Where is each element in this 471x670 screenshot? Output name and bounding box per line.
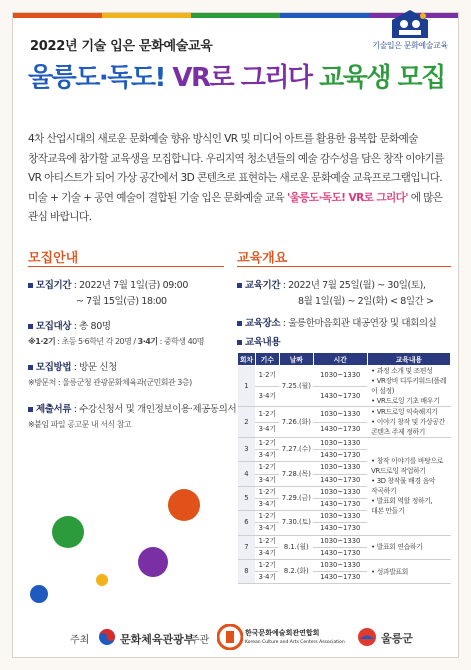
recruit-docs — [28, 401, 236, 415]
intro-highlight: '울릉도·독도! VR로 그리다' — [286, 191, 408, 204]
schedule-cell-gi: 1·2기 — [255, 366, 279, 387]
schedule-cell-gi: 1·2기 — [255, 407, 279, 423]
bullet-square-icon — [237, 321, 242, 326]
host-name — [120, 631, 194, 647]
edu-place-label: 교육장소 — [245, 318, 281, 329]
schedule-cell-time: 1430~1730 — [313, 523, 367, 535]
headline-part-a: 울릉도·독도! — [28, 63, 165, 93]
kaccc-name-text: 한국문화예술회관연합회 — [245, 629, 320, 637]
table-row — [238, 535, 451, 547]
schedule-cell-gi: 1·2기 — [255, 462, 279, 474]
bullet-square-icon — [28, 365, 33, 370]
target-note-d: : 중학생 40명 — [157, 337, 204, 346]
schedule-cell-no: 1 — [238, 366, 256, 407]
decor-dot-blue — [30, 585, 48, 603]
schedule-cell-date: 7.30.(토) — [279, 511, 313, 535]
logo-text: 기술입은 문화예술교육 — [372, 41, 448, 50]
poster-headline — [28, 57, 445, 94]
recruit-method-label: 모집방법 — [36, 362, 72, 373]
recruit-target-label: 모집대상 — [36, 321, 72, 332]
table-row — [238, 366, 451, 387]
kaccc-english-name: Korean Culture and Arts Centers Association — [245, 640, 345, 645]
recruit-method-value: : 방문 신청 — [71, 362, 117, 373]
recruit-docs-value: : 수강신청서 및 개인정보이용·제공동의서 — [71, 404, 237, 415]
edu-period — [237, 277, 426, 291]
schedule-body — [238, 366, 451, 584]
schedule-header-cell: 시간 — [313, 353, 367, 366]
schedule-cell-no: 4 — [238, 462, 256, 486]
recruit-divider — [28, 266, 224, 267]
schedule-cell-time: 1030~1330 — [313, 462, 367, 474]
bullet-square-icon — [237, 340, 242, 345]
schedule-cell-time: 1430~1730 — [313, 422, 367, 438]
schedule-cell-gi: 3·4기 — [255, 547, 279, 559]
schedule-cell-time: 1030~1330 — [313, 366, 367, 387]
schedule-header-cell: 회차 — [238, 353, 256, 366]
schedule-cell-date: 7.28.(목) — [279, 462, 313, 486]
host-name-text: 문화체육관광부 — [120, 633, 195, 646]
schedule-cell-time: 1030~1330 — [313, 511, 367, 523]
schedule-cell-content: • 과정 소개 및 조편성 • VR장비 디투키워드(플레이 설정) • VR드로잉 기초 배우기 — [367, 366, 450, 407]
schedule-cell-gi: 3·4기 — [255, 450, 279, 462]
recruit-period — [28, 277, 188, 291]
schedule-cell-no: 2 — [238, 407, 256, 438]
decor-dot-orange — [168, 489, 200, 521]
edu-period-1: : 2022년 7월 25일(월) ~ 30일(토), — [280, 280, 426, 291]
schedule-cell-gi: 3·4기 — [255, 498, 279, 510]
edu-title: 교육개요 — [237, 251, 288, 266]
bullet-square-icon — [237, 283, 242, 288]
recruit-target-note — [28, 336, 204, 347]
recruit-target — [28, 318, 111, 332]
schedule-cell-gi: 3·4기 — [255, 386, 279, 407]
schedule-cell-gi: 3·4기 — [255, 523, 279, 535]
schedule-cell-time: 1430~1730 — [313, 386, 367, 407]
organizer-label: 주관 — [190, 635, 210, 646]
schedule-cell-time: 1030~1330 — [313, 535, 367, 547]
intro-text-1: 4차 산업시대의 새로운 문화예술 향유 방식인 VR 및 미디어 아트를 활용한 융복합 문화예술 창작교육에 참가할 교육생을 모집합니다. 우리지역 청소년들의 예술 감수성을 담은 창작 이야기를 VR 아티스트가 되어 가상 공간에서 3D 콘텐츠로 표현하는 새로운 문화예술 교육프로그램입니다. 미술 + 기술 + 공연 예술이 결합된 기술 입은 문화예술 교육 — [28, 133, 444, 204]
recruit-method-note: ※방문처 : 울릉군청 관광문화체육과(군민회관 3층) — [28, 378, 192, 387]
bullet-square-icon — [28, 324, 33, 329]
intro-paragraph — [28, 130, 446, 228]
edu-place — [237, 315, 436, 329]
schedule-cell-content: • 창작 이야기를 바탕으로 VR드로잉 작업하기 • 3D 창작물 배경 음악 작곡하기 • 발표회 역할 정하기, 대본 만들기 — [367, 438, 450, 536]
schedule-header-row — [238, 353, 451, 366]
schedule-cell-time: 1430~1730 — [313, 498, 367, 510]
table-row — [238, 438, 451, 450]
edu-period-2: 8월 1일(월) ~ 2일(화) < 8일간 > — [298, 296, 434, 307]
schedule-cell-time: 1430~1730 — [313, 474, 367, 486]
recruit-period-label: 모집기간 — [36, 280, 72, 291]
table-row — [238, 559, 451, 571]
schedule-cell-time: 1030~1330 — [313, 438, 367, 450]
schedule-header-cell: 기수 — [255, 353, 279, 366]
schedule-cell-gi: 3·4기 — [255, 572, 279, 584]
ulleung-logo-icon — [357, 627, 377, 647]
schedule-cell-no: 6 — [238, 511, 256, 535]
schedule-cell-time: 1030~1330 — [313, 486, 367, 498]
schedule-cell-gi: 1·2기 — [255, 535, 279, 547]
bullet-square-icon — [28, 283, 33, 288]
schedule-cell-content: • 성과발표회 — [367, 559, 450, 583]
schedule-cell-time: 1430~1730 — [313, 572, 367, 584]
decor-dot-purple — [138, 547, 168, 577]
schedule-header-cell: 날짜 — [279, 353, 313, 366]
headline-part-c: 교육생 모집 — [319, 63, 445, 93]
host-label: 주최 — [70, 635, 90, 646]
schedule-cell-content: • 발표회 연습하기 — [367, 535, 450, 559]
recruit-docs-label: 제출서류 — [36, 404, 72, 415]
schedule-cell-gi: 3·4기 — [255, 422, 279, 438]
edu-content-heading — [237, 334, 280, 348]
recruit-method — [28, 359, 117, 373]
decor-dot-yellow — [96, 574, 108, 586]
schedule-cell-no: 5 — [238, 486, 256, 510]
table-row — [238, 407, 451, 423]
schedule-header-cell: 교육내용 — [367, 353, 450, 366]
schedule-cell-gi: 1·2기 — [255, 486, 279, 498]
schedule-cell-date: 7.29.(금) — [279, 486, 313, 510]
schedule-cell-no: 8 — [238, 559, 256, 583]
recruit-period-2: ~ 7월 15일(금) 18:00 — [76, 296, 167, 307]
headline-part-b: VR로 그리다 — [172, 63, 312, 93]
recruit-target-value: : 총 80명 — [71, 321, 111, 332]
kaccc-logo-icon — [217, 624, 243, 650]
decor-dot-green — [52, 516, 84, 548]
edu-divider — [237, 266, 451, 267]
schedule-cell-content: • VR드로잉 익숙해지기 • 이야기 창작 및 가상공간 콘텐츠 주제 정하기 — [367, 407, 450, 438]
schedule-cell-date: 7.27.(수) — [279, 438, 313, 462]
intro-text-2: 에 많은 관심 바랍니다. — [28, 191, 443, 223]
edu-place-value: : 울릉한마음회관 대공연장 및 대회의실 — [280, 318, 437, 329]
schedule-cell-time: 1030~1330 — [313, 559, 367, 571]
edu-period-label: 교육기간 — [245, 280, 281, 291]
target-note-a: ※1·2기 — [28, 337, 56, 346]
schedule-cell-gi: 1·2기 — [255, 438, 279, 450]
schedule-cell-time: 1030~1330 — [313, 407, 367, 423]
target-note-c: 3·4기 — [137, 337, 158, 346]
schedule-cell-no: 3 — [238, 438, 256, 462]
schedule-cell-date: 8.1.(월) — [279, 535, 313, 559]
recruit-docs-note: ※붙임 파일 공고문 내 서식 참고 — [28, 420, 132, 429]
schedule-cell-gi: 1·2기 — [255, 559, 279, 571]
recruit-title: 모집안내 — [28, 251, 79, 266]
kaccc-name — [245, 629, 345, 647]
county-name — [381, 630, 413, 646]
logo-mark-icon — [390, 8, 430, 40]
program-logo — [364, 8, 456, 56]
schedule-cell-gi: 3·4기 — [255, 474, 279, 486]
schedule-cell-date: 7.26.(화) — [279, 407, 313, 438]
edu-content-label: 교육내용 — [245, 337, 281, 348]
taegeuk-icon — [98, 628, 116, 646]
schedule-cell-date: 8.2.(화) — [279, 559, 313, 583]
schedule-cell-gi: 1·2기 — [255, 511, 279, 523]
target-note-b: : 초등 5·6학년 각 20명 / — [55, 337, 138, 346]
schedule-cell-time: 1430~1730 — [313, 547, 367, 559]
schedule-cell-date: 7.25.(월) — [279, 366, 313, 407]
bullet-square-icon — [28, 407, 33, 412]
county-name-text: 울릉군 — [381, 632, 413, 645]
poster-subtitle: 2022년 기술 입은 문화예술교육 — [30, 39, 213, 54]
footer — [12, 619, 459, 657]
recruit-period-1: : 2022년 7월 1일(금) 09:00 — [71, 280, 188, 291]
schedule-cell-time: 1430~1730 — [313, 450, 367, 462]
schedule-cell-no: 7 — [238, 535, 256, 559]
schedule-table — [237, 352, 451, 584]
